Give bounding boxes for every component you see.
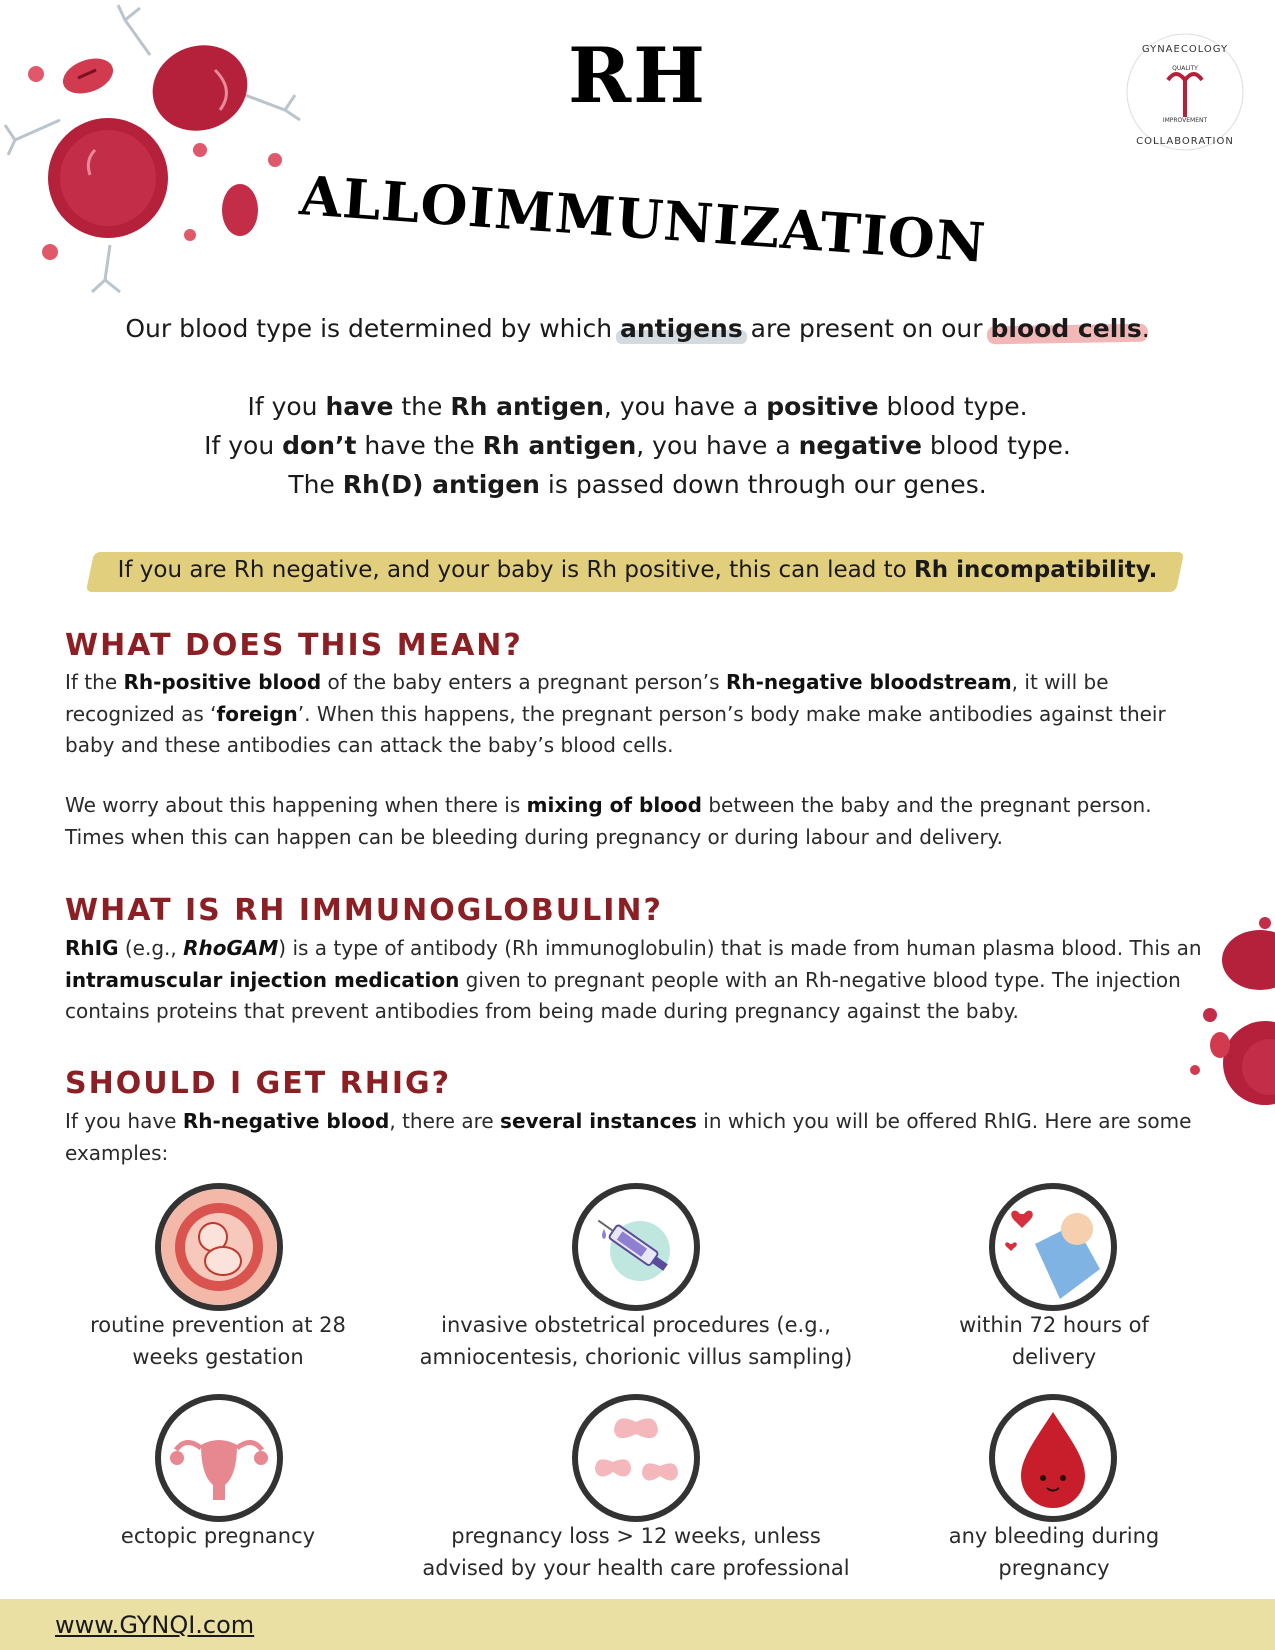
title-rh: RH xyxy=(568,31,707,120)
heading-what-is-rh-immunoglobulin: WHAT IS RH IMMUNOGLOBULIN? xyxy=(65,893,663,928)
svg-text:IMPROVEMENT: IMPROVEMENT xyxy=(1162,117,1208,124)
caption-routine-prevention: routine prevention at 28 weeks gestation xyxy=(90,1313,346,1369)
heading-what-does-this-mean: WHAT DOES THIS MEAN? xyxy=(65,628,523,663)
section1-paragraph-2: We worry about this happening when there is mixing of blood between the baby and the pregnant person. Times when this can happen can be bleeding during pregnancy or during labour and delivery. xyxy=(65,793,1152,849)
website-link[interactable]: www.GYNQI.com xyxy=(55,1611,255,1639)
caption-ectopic-pregnancy: ectopic pregnancy xyxy=(120,1524,316,1548)
svg-text:COLLABORATION: COLLABORATION xyxy=(1136,136,1234,147)
svg-text:GYNAECOLOGY: GYNAECOLOGY xyxy=(1141,44,1229,55)
caption-within-72-hours: within 72 hours of delivery xyxy=(959,1313,1149,1369)
intro-line-3: If you don’t have the Rh antigen, you have a negative blood type. xyxy=(204,431,1071,460)
intro-line-1: Our blood type is determined by which antigens are present on our blood cells. xyxy=(125,314,1150,343)
syringe-icon xyxy=(572,1183,700,1311)
caption-invasive-procedures: invasive obstetrical procedures (e.g., amniocentesis, chorionic villus sampling) xyxy=(419,1313,853,1369)
uterus-icon xyxy=(155,1394,283,1522)
caption-any-bleeding: any bleeding during pregnancy xyxy=(948,1524,1160,1580)
newborn-baby-icon xyxy=(989,1183,1117,1311)
title-alloimmunization: ALLOIMMUNIZATION xyxy=(297,163,989,275)
butterflies-icon xyxy=(572,1394,700,1522)
intro-line-4: The Rh(D) antigen is passed down through our genes. xyxy=(288,470,987,499)
section3-paragraph: If you have Rh-negative blood, there are several instances in which you will be offered RhIG. Here are some examples: xyxy=(65,1109,1192,1165)
intro-line-2: If you have the Rh antigen, you have a positive blood type. xyxy=(247,392,1028,421)
blood-drop-icon xyxy=(989,1394,1117,1522)
section1-paragraph-1: If the Rh-positive blood of the baby enters a pregnant person’s Rh-negative bloodstream, it will be recognized as ‘foreign’. When this happens, the pregnant person’s body make make antibodies against their baby and these antibodies can attack the baby’s blood cells. xyxy=(65,670,1166,757)
callout-text: If you are Rh negative, and your baby is Rh positive, this can lead to Rh incompatibility. xyxy=(117,557,1158,583)
caption-pregnancy-loss: pregnancy loss > 12 weeks, unless advised by your health care professional xyxy=(422,1524,850,1580)
fetus-womb-icon xyxy=(155,1183,283,1311)
blood-cells-illustration-right xyxy=(1185,915,1275,1115)
section2-paragraph: RhIG (e.g., RhoGAM) is a type of antibody (Rh immunoglobulin) that is made from human plasma blood. This an intramuscular injection medication given to pregnant people with an Rh-negative blood type. The injection contains proteins that prevent antibodies from being made during pregnancy against the baby. xyxy=(65,936,1202,1023)
heading-should-i-get-rhig: SHOULD I GET RHIG? xyxy=(65,1066,452,1101)
svg-text:QUALITY: QUALITY xyxy=(1172,65,1198,72)
